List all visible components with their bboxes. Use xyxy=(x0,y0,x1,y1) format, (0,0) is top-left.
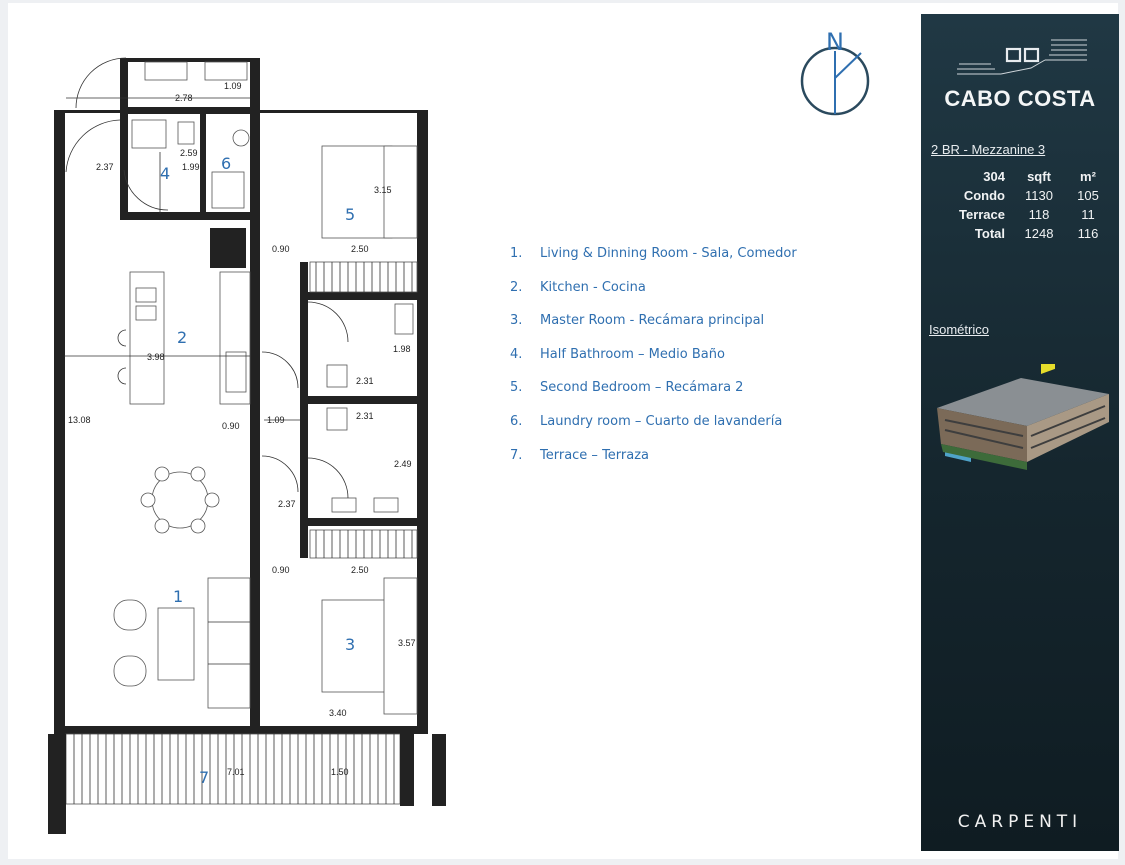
brand-name: CABO COSTA xyxy=(944,86,1096,111)
isometric-building-image xyxy=(931,364,1111,474)
dim-label: 0.90 xyxy=(272,244,290,254)
dim-label: 0.90 xyxy=(222,421,240,431)
dim-label: 2.37 xyxy=(278,499,296,509)
dim-label: 13.08 xyxy=(68,415,91,425)
table-row: Total 1248 116 xyxy=(974,226,1099,241)
legend-item: 7. Terrace – Terraza xyxy=(510,447,650,463)
dim-label: 2.37 xyxy=(96,162,114,172)
dim-label: 1.09 xyxy=(224,81,242,91)
dim-label: 2.50 xyxy=(351,565,369,575)
legend-item: 6. Laundry room – Cuarto de lavandería xyxy=(510,413,783,429)
isometric-label: Isométrico xyxy=(929,322,989,337)
table-row: Condo 1130 105 xyxy=(963,188,1099,203)
developer-logo: CARPENTI xyxy=(957,812,1083,832)
room-label-2: 2 xyxy=(177,328,188,347)
dim-label: 1.98 xyxy=(393,344,411,354)
room-label-7: 7 xyxy=(199,768,210,787)
legend-item: 4. Half Bathroom – Medio Baño xyxy=(510,346,725,362)
room-label-4: 4 xyxy=(160,164,171,183)
dim-label: 2.78 xyxy=(175,93,193,103)
dim-label: 2.50 xyxy=(351,244,369,254)
area-table-header: 304 sqft m² xyxy=(983,169,1096,184)
legend-item: 1. Living & Dinning Room - Sala, Comedor xyxy=(510,246,797,261)
room-label-6: 6 xyxy=(221,154,232,173)
dim-label: 1.99 xyxy=(182,162,200,172)
dim-label: 2.31 xyxy=(356,376,374,386)
dim-label: 0.90 xyxy=(272,565,290,575)
dim-label: 2.31 xyxy=(356,411,374,421)
room-legend xyxy=(510,246,797,481)
dim-label: 2.59 xyxy=(180,148,198,158)
floor-plan xyxy=(0,0,460,865)
room-label-3: 3 xyxy=(345,635,356,654)
dim-label: 3.15 xyxy=(374,185,392,195)
dim-label: 1.50 xyxy=(331,767,349,777)
legend-item: 3. Master Room - Recámara principal xyxy=(510,313,765,329)
legend-item: 2. Kitchen - Cocina xyxy=(510,279,646,295)
dim-label: 3.98 xyxy=(147,352,165,362)
room-label-1: 1 xyxy=(173,587,184,606)
unit-title: 2 BR - Mezzanine 3 xyxy=(931,142,1046,157)
dim-label: 2.49 xyxy=(394,459,412,469)
info-panel xyxy=(921,14,1119,851)
room-label-5: 5 xyxy=(345,205,356,224)
table-row: Terrace 118 11 xyxy=(958,207,1095,222)
dim-label: 3.57 xyxy=(398,638,416,648)
north-arrow-icon xyxy=(795,28,875,123)
legend-item: 5. Second Bedroom – Recámara 2 xyxy=(510,380,744,396)
dim-label: 1.09 xyxy=(267,415,285,425)
north-label: N xyxy=(826,28,844,56)
dim-label: 7.01 xyxy=(227,767,245,777)
dim-label: 3.40 xyxy=(329,708,347,718)
area-table xyxy=(943,167,1113,243)
